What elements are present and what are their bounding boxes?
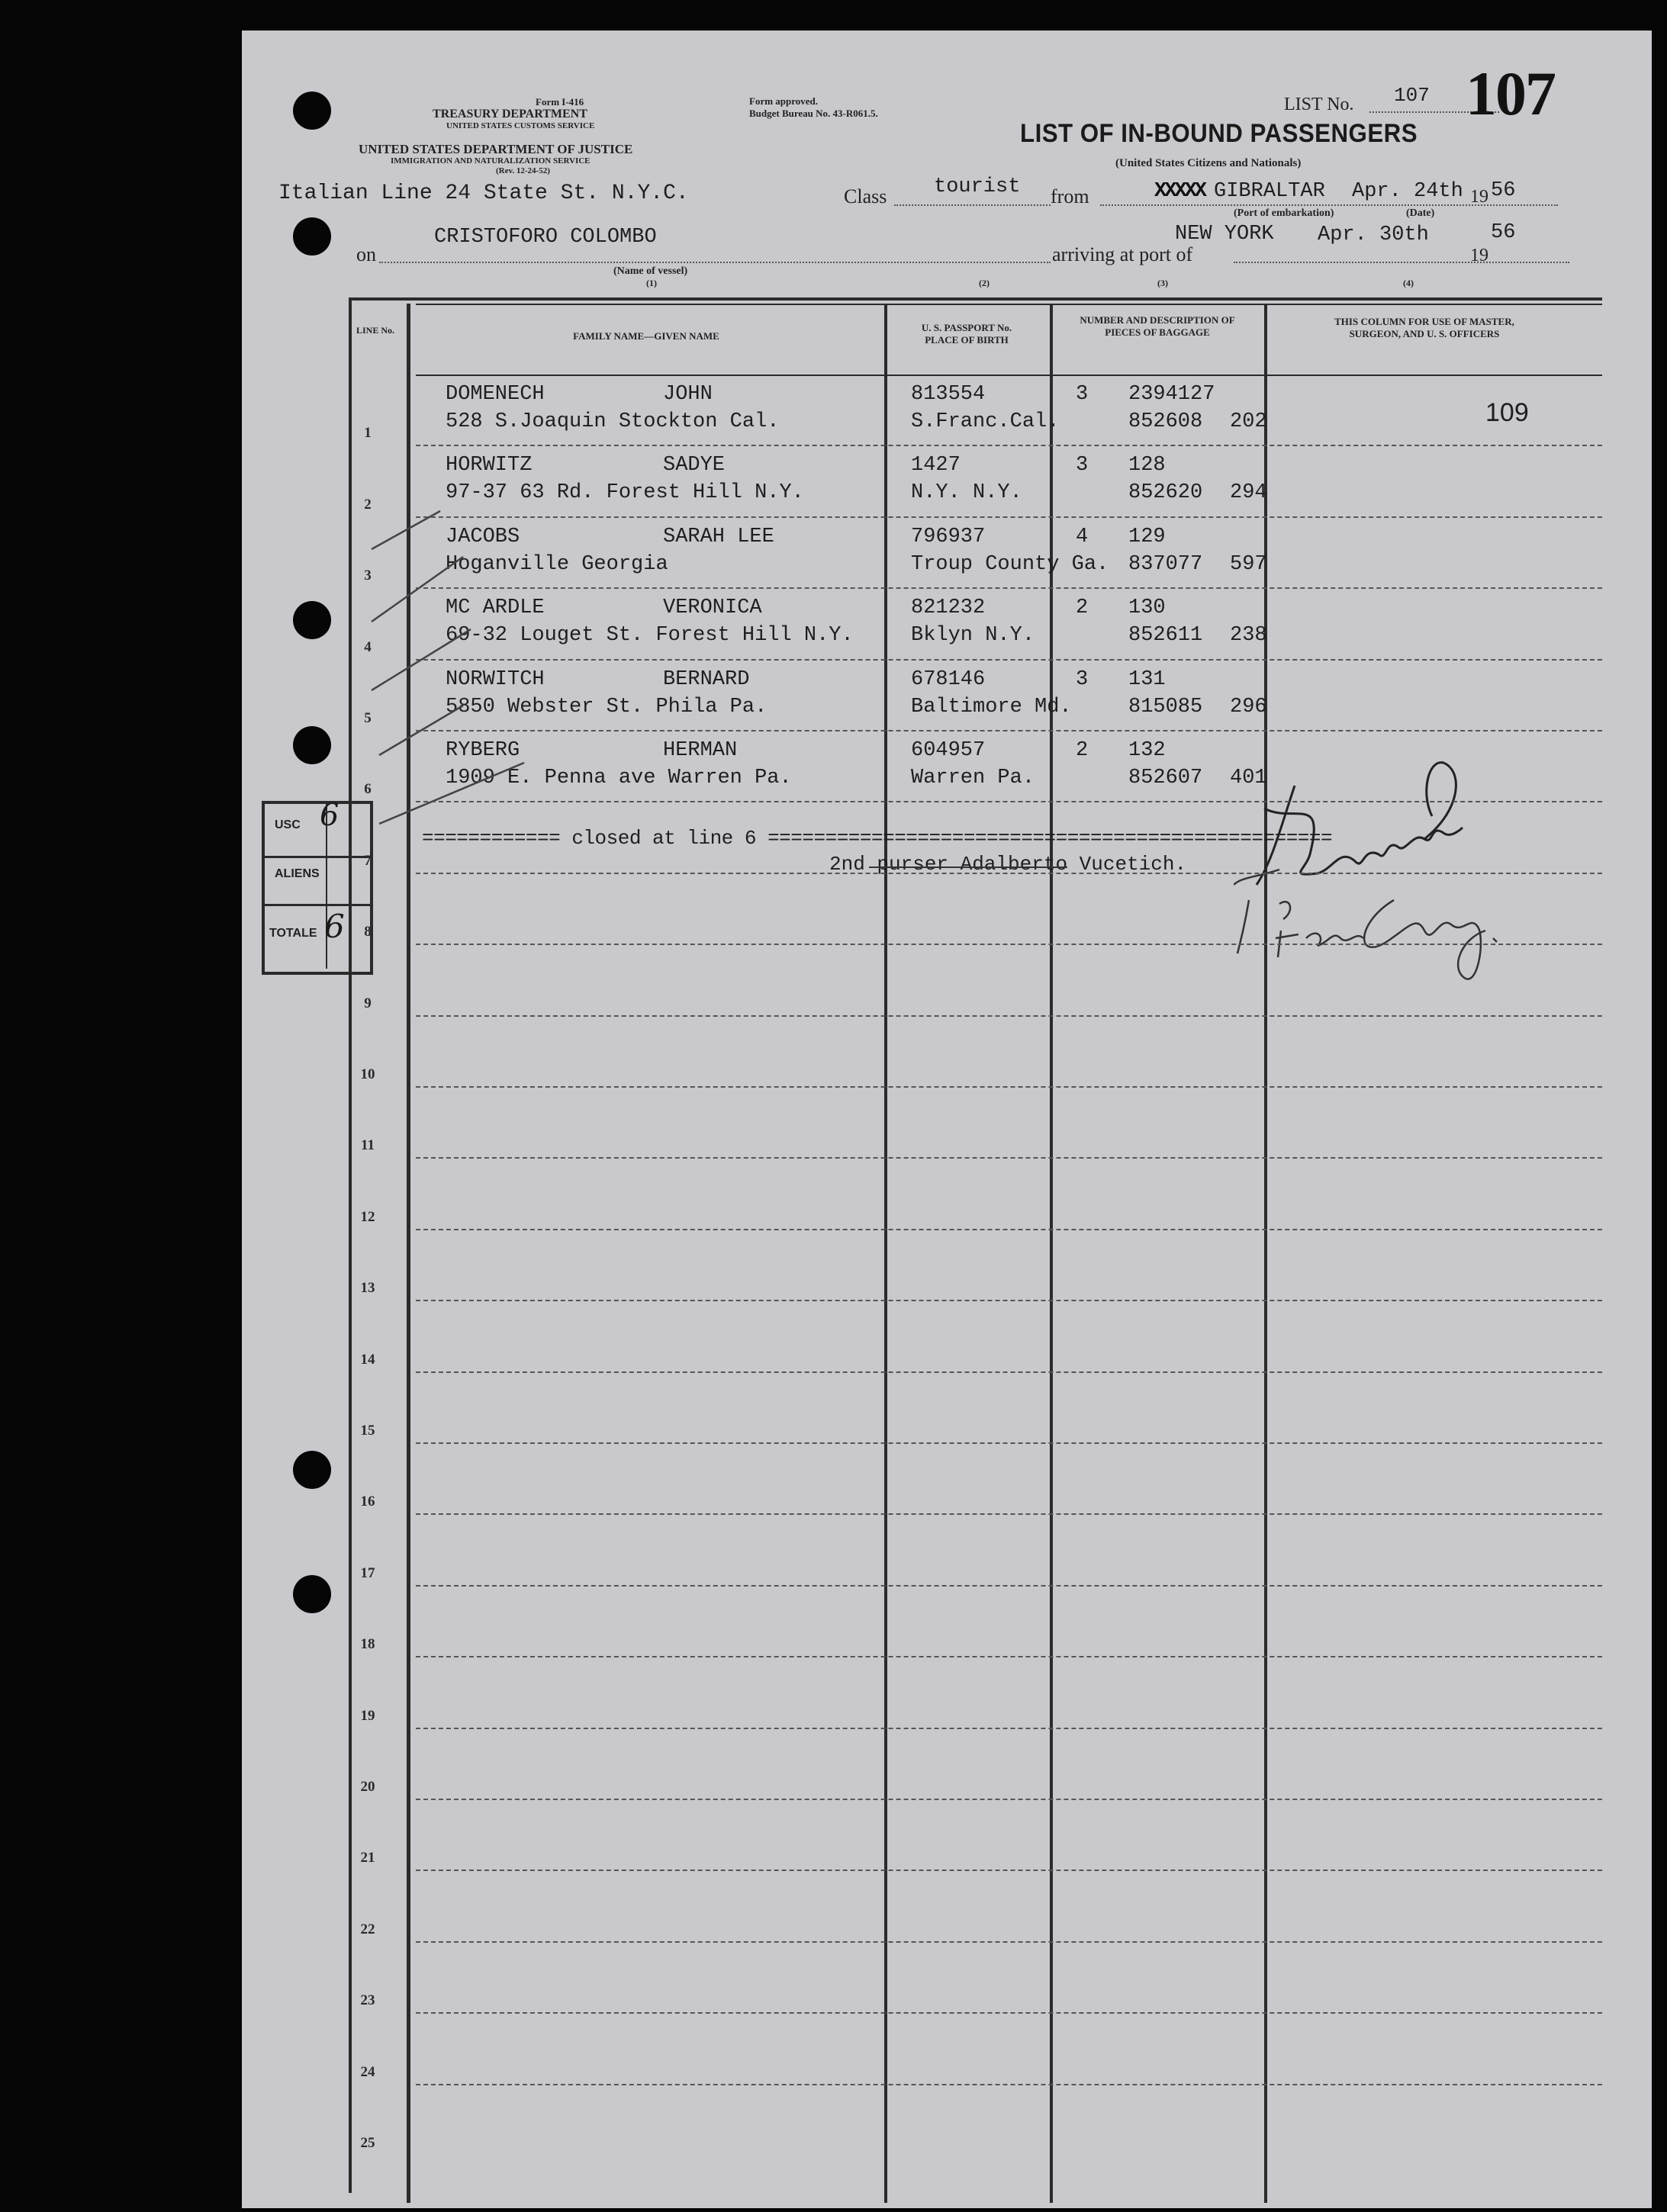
col-head-line: LINE No. <box>356 325 395 336</box>
table-top-rule <box>349 297 1602 301</box>
passenger-tag2: 852611 <box>1128 624 1203 648</box>
passenger-passport: 678146 <box>911 667 986 691</box>
customs-label: UNITED STATES CUSTOMS SERVICE <box>446 121 595 130</box>
line-number: 12 <box>360 1208 375 1225</box>
year-prefix-2: 19 <box>1470 246 1488 265</box>
closed-at-line: ============ closed at line 6 ================================================= <box>422 827 1333 850</box>
passenger-tag3: 296 <box>1230 695 1267 719</box>
justice-label: UNITED STATES DEPARTMENT OF JUSTICE <box>359 142 633 156</box>
passenger-family: JACOBS <box>446 525 520 548</box>
passenger-given: SARAH LEE <box>663 525 774 548</box>
row-rule <box>416 944 1602 945</box>
punch-hole <box>293 217 331 256</box>
col-head-officers: THIS COLUMN FOR USE OF MASTER, SURGEON, AND U. S. OFFICERS <box>1334 316 1514 339</box>
passenger-pieces: 3 <box>1076 454 1089 477</box>
passenger-tag3: 294 <box>1230 481 1267 505</box>
punch-hole <box>293 601 331 639</box>
manifest-sheet <box>242 31 1652 2208</box>
passenger-tag2: 815085 <box>1128 695 1203 719</box>
row-rule <box>416 2012 1602 2014</box>
line-number: 21 <box>360 1850 375 1866</box>
passenger-pieces: 3 <box>1076 667 1089 691</box>
passenger-passport: 796937 <box>911 525 986 548</box>
passenger-officer-note: 109 <box>1485 398 1529 427</box>
table-top-rule-2 <box>416 304 1602 305</box>
line-number: 14 <box>360 1351 375 1368</box>
passenger-tag3: 401 <box>1230 767 1267 789</box>
passenger-address: 528 S.Joaquin Stockton Cal. <box>446 410 780 433</box>
punch-hole <box>293 726 331 764</box>
row-rule <box>416 1656 1602 1657</box>
line-number: 11 <box>361 1137 375 1154</box>
struck-port: XXXXX <box>1154 180 1205 203</box>
line-number: 2 <box>364 496 372 513</box>
row-rule <box>416 587 1602 589</box>
passenger-tag3: 202 <box>1230 410 1267 433</box>
port-embarkation: GIBRALTAR <box>1214 180 1325 203</box>
line-number: 5 <box>364 710 372 726</box>
line-number: 10 <box>360 1066 375 1082</box>
passenger-tag1: 132 <box>1128 739 1166 762</box>
passenger-birth: Troup County Ga. <box>911 552 1109 576</box>
row-rule <box>416 445 1602 446</box>
line-number: 17 <box>360 1564 375 1581</box>
on-label: on <box>356 243 376 265</box>
passenger-birth: S.Franc.Cal. <box>911 410 1060 433</box>
passenger-birth: N.Y. N.Y. <box>911 481 1022 505</box>
passenger-family: HORWITZ <box>446 454 533 477</box>
punch-hole <box>293 92 331 130</box>
line-number: 7 <box>364 852 372 869</box>
passenger-pieces: 2 <box>1076 739 1089 762</box>
row-rule <box>416 801 1602 802</box>
arrival-date: Apr. 30th <box>1318 223 1429 246</box>
line-number: 16 <box>360 1493 375 1510</box>
row-rule <box>416 1870 1602 1871</box>
port-caption: (Port of embarkation) <box>1234 207 1334 219</box>
passenger-given: BERNARD <box>663 667 750 691</box>
agent-address: Italian Line 24 State St. N.Y.C. <box>278 182 689 205</box>
row-rule <box>416 1728 1602 1729</box>
passenger-passport: 604957 <box>911 739 986 762</box>
row-rule <box>416 1799 1602 1800</box>
officer-signature <box>1234 748 1630 992</box>
line-number: 4 <box>364 638 372 655</box>
tally-aliens-label: ALIENS <box>275 867 320 880</box>
list-no-stamp: 107 <box>1466 59 1555 128</box>
col-head-passport: U. S. PASSPORT No. PLACE OF BIRTH <box>921 322 1012 346</box>
row-rule <box>416 730 1602 731</box>
list-no-value: 107 <box>1394 84 1430 107</box>
departure-date: Apr. 24th <box>1352 180 1463 203</box>
year-prefix: 19 <box>1470 187 1488 207</box>
row-rule <box>416 1229 1602 1230</box>
approved-label: Form approved. <box>749 95 819 107</box>
passenger-address: 97-37 63 Rd. Forest Hill N.Y. <box>446 481 804 505</box>
caption-2: (2) <box>979 278 990 288</box>
row-rule <box>416 1941 1602 1943</box>
passenger-tag1: 130 <box>1128 596 1166 620</box>
passenger-tag2: 852620 <box>1128 481 1203 505</box>
passenger-pieces: 4 <box>1076 525 1089 548</box>
line-number: 13 <box>360 1280 375 1297</box>
row-rule <box>416 1442 1602 1444</box>
caption-4: (4) <box>1403 278 1414 288</box>
line-number: 9 <box>364 995 372 1011</box>
rev-label: (Rev. 12-24-52) <box>496 166 550 175</box>
row-rule <box>416 516 1602 518</box>
form-number: Form I-416 <box>536 96 584 108</box>
arriving-label: arriving at port of <box>1052 243 1193 265</box>
form-subtitle: (United States Citizens and Nationals) <box>1115 157 1302 169</box>
line-number: 25 <box>360 2135 375 2151</box>
passenger-tag1: 128 <box>1128 454 1166 477</box>
passenger-passport: 821232 <box>911 596 986 620</box>
header-bottom-rule <box>416 375 1602 376</box>
line-number: 3 <box>364 567 372 584</box>
treasury-label: TREASURY DEPARTMENT <box>433 108 587 121</box>
col-head-name: FAMILY NAME—GIVEN NAME <box>573 330 719 342</box>
passenger-tag2: 852607 <box>1128 767 1203 789</box>
passenger-tag1: 2394127 <box>1128 383 1215 406</box>
vessel-name: CRISTOFORO COLOMBO <box>434 226 657 249</box>
class-rule <box>894 204 1051 206</box>
tally-total-label: TOTALE <box>269 927 317 940</box>
row-rule <box>416 659 1602 661</box>
passenger-address: 69-32 Louget St. Forest Hill N.Y. <box>446 624 854 648</box>
purser-name: 2nd purser Adalberto Vucetich. <box>829 853 1187 876</box>
line-number: 20 <box>360 1779 375 1795</box>
vessel-rule <box>379 262 1051 263</box>
passenger-birth: Warren Pa. <box>911 767 1035 789</box>
passenger-tag3: 238 <box>1230 624 1267 648</box>
row-rule <box>416 1371 1602 1373</box>
row-rule <box>416 1157 1602 1159</box>
passenger-tag1: 129 <box>1128 525 1166 548</box>
list-no-label: LIST No. <box>1284 95 1354 114</box>
budget-label: Budget Bureau No. 43-R061.5. <box>749 108 878 119</box>
passenger-given: SADYE <box>663 454 726 477</box>
tally-rule-2 <box>262 904 373 906</box>
passenger-tag1: 131 <box>1128 667 1166 691</box>
row-rule <box>416 1300 1602 1301</box>
tally-usc-value: 6 <box>320 798 340 833</box>
from-label: from <box>1051 185 1089 207</box>
from-rule <box>1100 204 1558 206</box>
passenger-given: VERONICA <box>663 596 762 620</box>
tally-usc-label: USC <box>275 818 301 831</box>
line-number: 23 <box>360 1992 375 2009</box>
col-head-baggage: NUMBER AND DESCRIPTION OF PIECES OF BAGGAGE <box>1080 314 1235 338</box>
ins-label: IMMIGRATION AND NATURALIZATION SERVICE <box>391 156 591 166</box>
punch-hole <box>293 1451 331 1489</box>
punch-hole <box>293 1575 331 1613</box>
passenger-family: RYBERG <box>446 739 520 762</box>
row-rule <box>416 1015 1602 1017</box>
passenger-family: NORWITCH <box>446 667 545 691</box>
passenger-given: HERMAN <box>663 739 738 762</box>
line-number: 1 <box>364 425 372 442</box>
line-number: 19 <box>360 1707 375 1724</box>
passenger-pieces: 3 <box>1076 383 1089 406</box>
passenger-address: 1909 E. Penna ave Warren Pa. <box>446 767 792 789</box>
vessel-caption: (Name of vessel) <box>613 265 688 277</box>
passenger-tag3: 597 <box>1230 552 1267 576</box>
passenger-passport: 1427 <box>911 454 961 477</box>
arrival-rule <box>1234 262 1569 263</box>
purser-strike <box>869 866 1067 868</box>
row-rule <box>416 1513 1602 1515</box>
passenger-family: DOMENECH <box>446 383 545 406</box>
passenger-passport: 813554 <box>911 383 986 406</box>
passenger-tag2: 852608 <box>1128 410 1203 433</box>
row-rule <box>416 1585 1602 1587</box>
passenger-birth: Bklyn N.Y. <box>911 624 1035 648</box>
passenger-pieces: 2 <box>1076 596 1089 620</box>
passenger-birth: Baltimore Md. <box>911 695 1072 719</box>
class-value: tourist <box>934 175 1021 198</box>
passenger-address: Hoganville Georgia <box>446 552 668 576</box>
date-caption: (Date) <box>1406 207 1435 219</box>
row-rule <box>416 873 1602 874</box>
row-rule <box>416 2084 1602 2085</box>
line-number: 24 <box>360 2063 375 2080</box>
caption-1: (1) <box>646 278 657 288</box>
class-label: Class <box>844 185 887 207</box>
arrival-port: NEW YORK <box>1175 223 1274 246</box>
passenger-given: JOHN <box>663 383 713 406</box>
line-number: 22 <box>360 1921 375 1937</box>
row-rule <box>416 1086 1602 1088</box>
tally-total-value: 6 <box>324 908 345 945</box>
line-number: 6 <box>364 781 372 798</box>
line-number: 8 <box>364 924 372 940</box>
arrival-year: 56 <box>1491 221 1516 244</box>
passenger-address: 5850 Webster St. Phila Pa. <box>446 695 768 719</box>
caption-3: (3) <box>1157 278 1168 288</box>
line-number: 15 <box>360 1423 375 1439</box>
passenger-family: MC ARDLE <box>446 596 545 620</box>
passenger-tag2: 837077 <box>1128 552 1203 576</box>
departure-year: 56 <box>1491 179 1516 202</box>
form-title: LIST OF IN-BOUND PASSENGERS <box>1020 119 1418 148</box>
line-number: 18 <box>360 1636 375 1653</box>
